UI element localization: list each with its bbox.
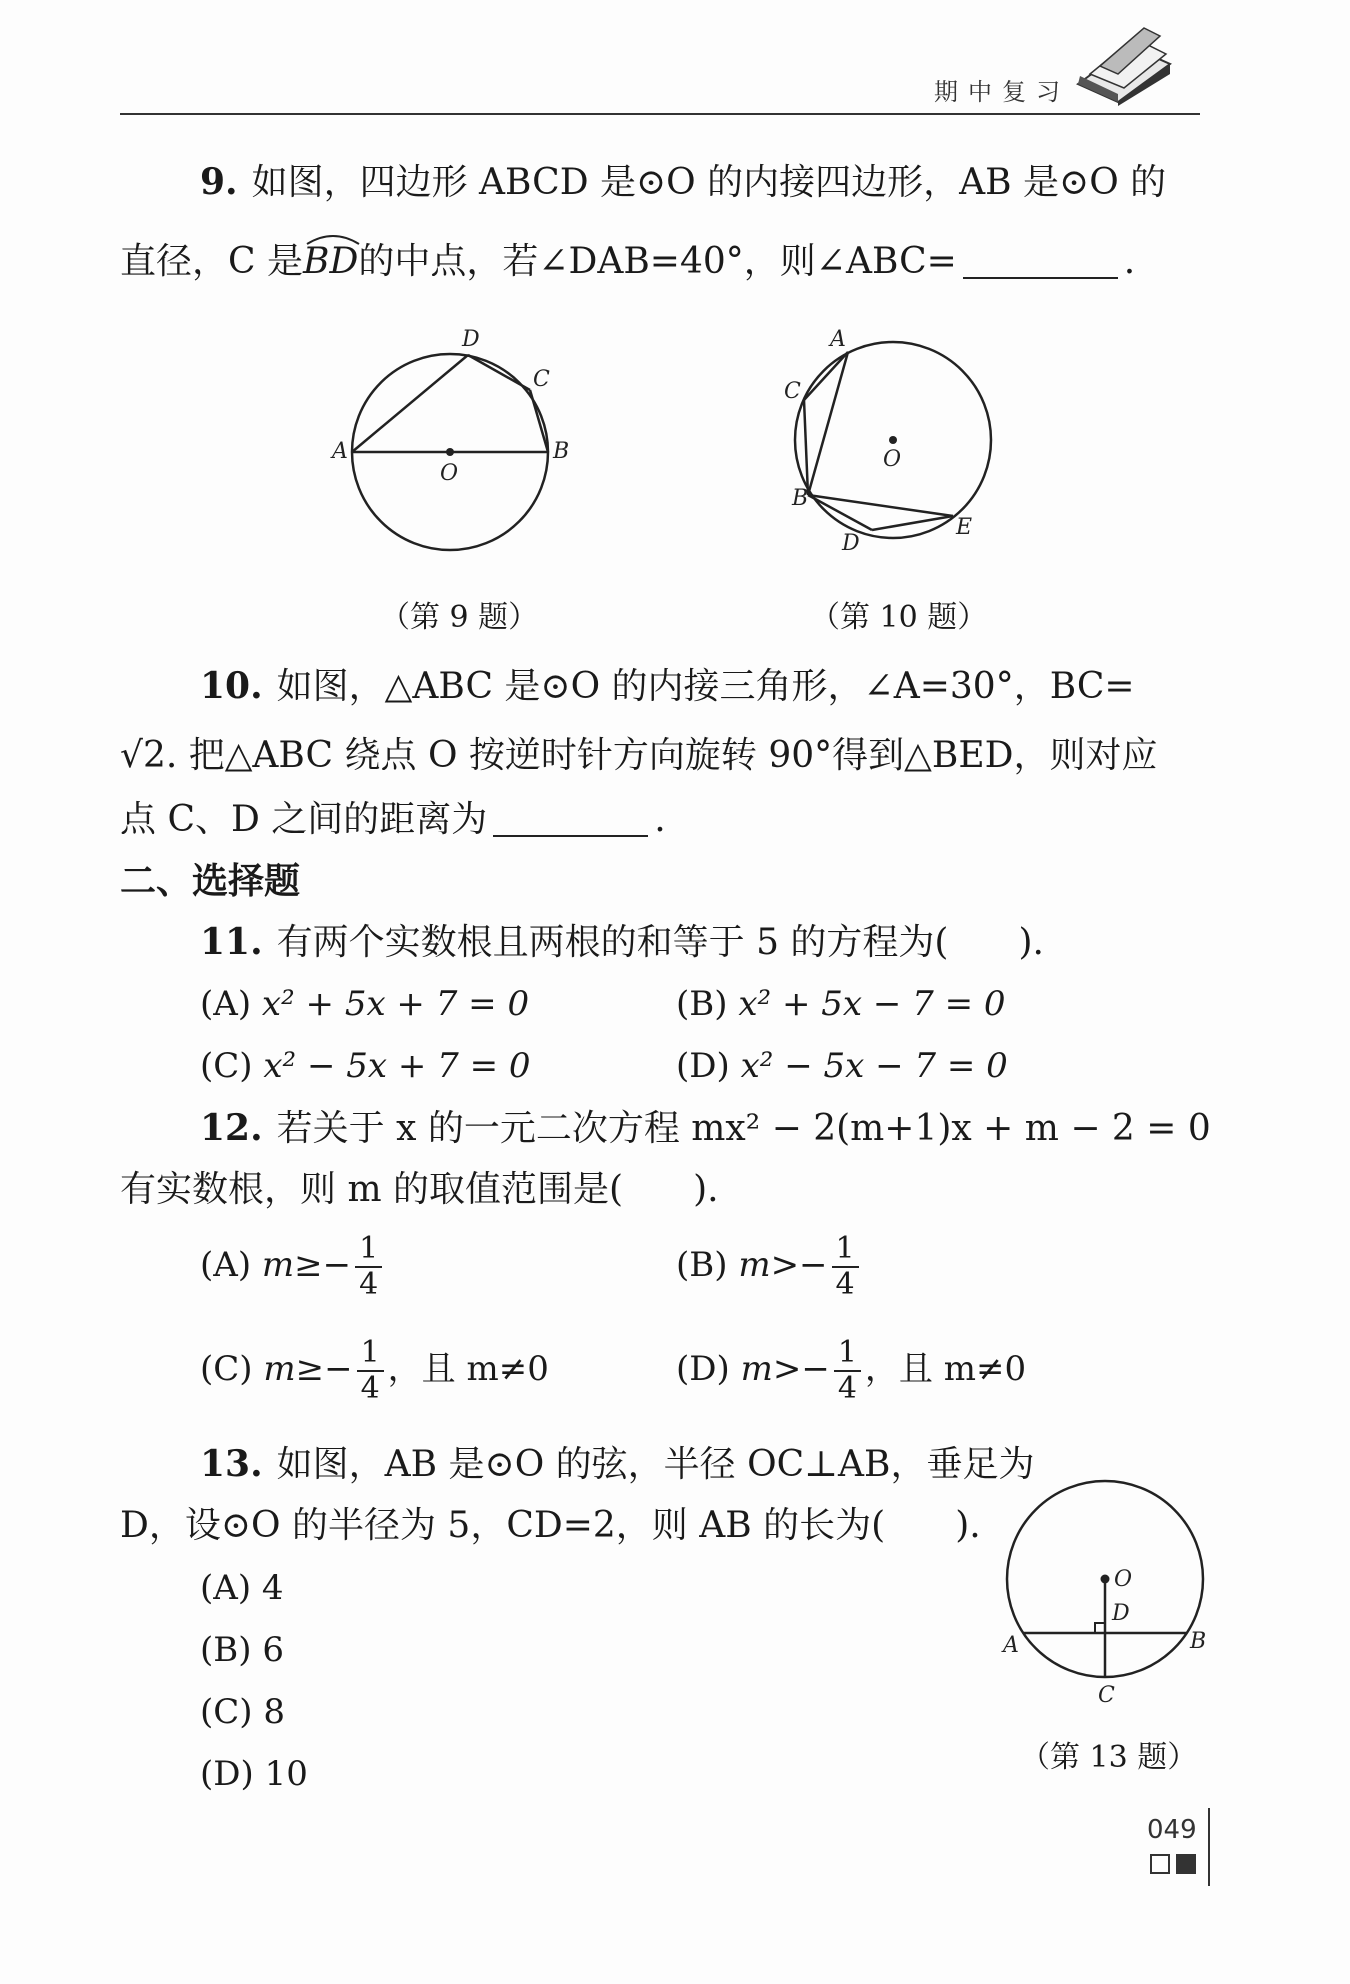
page-header: [120, 20, 1200, 115]
q10-number: 10.: [200, 665, 263, 707]
q13-option-d[interactable]: (D) 10: [200, 1754, 308, 1794]
q12-line1: [120, 1104, 1210, 1153]
fig9-label-b: B: [553, 439, 570, 464]
fraction: $\frac{1}{4}$: [357, 1336, 384, 1406]
fig10-side-de: [872, 516, 953, 530]
q11-number: 11.: [200, 921, 263, 963]
q13-line2-end: ).: [955, 1505, 981, 1546]
fig10-label-b: B: [792, 486, 809, 511]
q11-stem-end: ).: [1018, 922, 1044, 963]
fig10-label-o: O: [883, 447, 902, 472]
figure-13: [990, 1462, 1230, 1712]
q9-text-2a: 直径，C 是: [120, 241, 303, 282]
q13-line1: [120, 1440, 1035, 1489]
q11-option-c[interactable]: (C) x² − 5x + 7 = 0: [200, 1046, 531, 1086]
fig13-center-dot: [1101, 1575, 1110, 1584]
q10-period: .: [654, 799, 666, 840]
q12-text-2: 有实数根，则 m 的取值范围是(: [120, 1169, 624, 1210]
q10-text-2: . 把△ABC 绕点 O 按逆时针方向旋转 90°得到△BED，则对应: [165, 735, 1158, 776]
q12-line2-end: ).: [693, 1169, 719, 1210]
fig10-center-dot: [889, 436, 897, 444]
q13-number: 13.: [200, 1443, 263, 1485]
outline-square-icon: [1150, 1854, 1170, 1874]
q13-option-b[interactable]: (B) 6: [200, 1630, 284, 1670]
fig9-label-c: C: [533, 367, 550, 392]
q9-line1: [120, 158, 1210, 207]
q10-text-1: 如图，△ABC 是⊙O 的内接三角形，∠A=30°，BC=: [276, 666, 1135, 707]
q13-text-1: 如图，AB 是⊙O 的弦，半径 OC⊥AB，垂足为: [276, 1444, 1035, 1485]
q11-option-d[interactable]: (D) x² − 5x − 7 = 0: [676, 1046, 1008, 1086]
q11-option-a[interactable]: (A) x² + 5x + 7 = 0: [200, 984, 530, 1024]
fig10-label-a: A: [830, 327, 846, 352]
header-title: 期中复习: [934, 78, 1070, 106]
fig13-caption: （第 13 题）: [1020, 1740, 1198, 1775]
q9-text-2b: 的中点，若∠DAB=40°，则∠ABC=: [358, 241, 957, 282]
q13-line2: [120, 1502, 1000, 1550]
q9-number: 9.: [200, 161, 238, 203]
q12-option-c[interactable]: (C) m≥− $\frac{1}{4}$ ，且 m≠0: [200, 1335, 549, 1406]
fig13-label-c: C: [1098, 1683, 1115, 1708]
fig9-center-dot: [446, 448, 454, 456]
q9-answer-blank[interactable]: [963, 245, 1118, 279]
q9-text-1: 如图，四边形 ABCD 是⊙O 的内接四边形，AB 是⊙O 的: [251, 162, 1167, 203]
fig10-label-d: D: [842, 531, 860, 556]
fig10-caption: （第 10 题）: [810, 600, 988, 635]
page-number: 049: [1147, 1815, 1197, 1845]
fig9-chord-cb: [530, 390, 548, 452]
fig9-caption: （第 9 题）: [380, 600, 539, 635]
fig10-label-e: E: [956, 515, 973, 540]
figure-10: [780, 318, 1020, 568]
page-number-divider: [1208, 1808, 1210, 1886]
q9-period: .: [1123, 241, 1136, 282]
fig9-label-d: D: [462, 327, 480, 352]
fig9-label-o: O: [440, 461, 459, 486]
fraction: $\frac{1}{4}$: [355, 1232, 382, 1302]
q10-line1: [120, 662, 1210, 711]
fraction: $\frac{1}{4}$: [834, 1336, 861, 1406]
q11-option-b[interactable]: (B) x² + 5x − 7 = 0: [676, 984, 1006, 1024]
q12-line2: [120, 1166, 1210, 1214]
fig10-label-c: C: [784, 379, 801, 404]
q10-text-3: 点 C、D 之间的距离为: [120, 799, 488, 840]
q12-text-1: 若关于 x 的一元二次方程 mx² − 2(m+1)x + m − 2 = 0: [276, 1108, 1211, 1149]
q12-option-d[interactable]: (D) m>− $\frac{1}{4}$ ，且 m≠0: [676, 1335, 1027, 1406]
q13-text-2: D，设⊙O 的半径为 5，CD=2，则 AB 的长为(: [120, 1505, 886, 1546]
arc-mark-icon: [305, 232, 361, 246]
q10-line2: [120, 732, 1210, 780]
section-title: 二、选择题: [120, 861, 301, 902]
book-icon: [1070, 26, 1180, 106]
fig9-chord-dc: [468, 355, 530, 390]
q12-number: 12.: [200, 1107, 263, 1149]
q12-option-b[interactable]: (B) m>− $\frac{1}{4}$: [676, 1232, 863, 1302]
q12-option-a[interactable]: (A) m≥− $\frac{1}{4}$: [200, 1232, 386, 1302]
fig13-right-angle-mark: [1095, 1623, 1105, 1633]
fig13-label-o: O: [1114, 1567, 1133, 1592]
fig13-label-d: D: [1112, 1601, 1130, 1626]
fig13-label-b: B: [1190, 1629, 1207, 1654]
q10-sqrt2: √2: [120, 735, 166, 776]
fig9-label-a: A: [332, 439, 348, 464]
fig9-chord-ad: [352, 355, 468, 452]
q9-line2: [120, 238, 1210, 286]
q11-stem: [120, 918, 1210, 967]
q10-answer-blank[interactable]: [493, 803, 648, 837]
fig13-label-a: A: [1003, 1633, 1019, 1658]
fraction: $\frac{1}{4}$: [832, 1232, 859, 1302]
q9-arc-label: BD: [303, 238, 358, 286]
figure-9: [320, 318, 580, 558]
q13-option-c[interactable]: (C) 8: [200, 1692, 285, 1732]
filled-square-icon: [1176, 1854, 1196, 1874]
q11-text: 有两个实数根且两根的和等于 5 的方程为(: [276, 922, 949, 963]
q13-option-a[interactable]: (A) 4: [200, 1568, 284, 1608]
q10-line3: [120, 796, 1210, 844]
